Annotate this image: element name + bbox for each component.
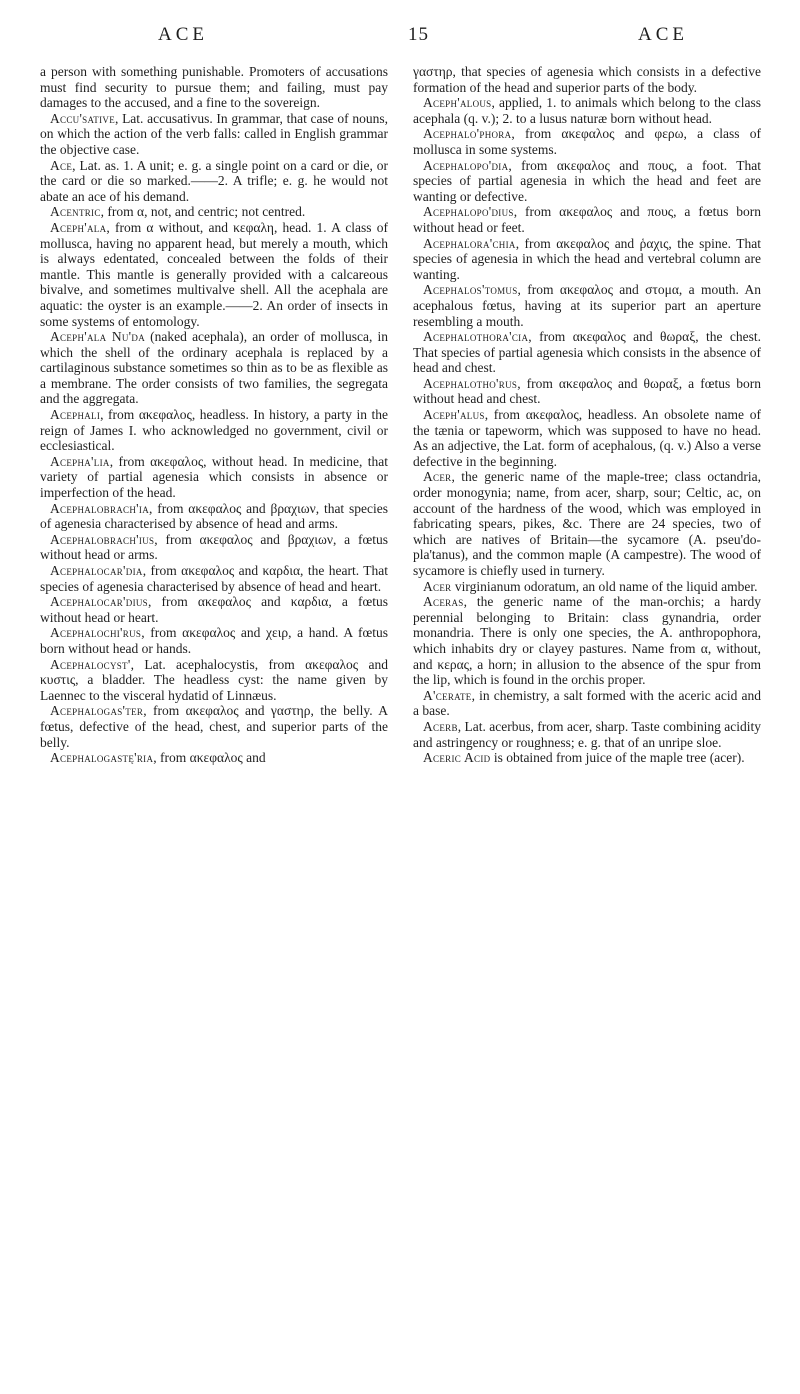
continued-text bbox=[413, 64, 761, 95]
entry-headword: Acephalobrach'ius bbox=[50, 531, 155, 547]
entry-headword: Aceph'alous bbox=[423, 95, 492, 111]
entry-headword: Aceph'ala Nu'da bbox=[50, 329, 146, 345]
dictionary-entry bbox=[413, 688, 761, 719]
dictionary-entry bbox=[413, 204, 761, 235]
entry-headword: Acer bbox=[423, 578, 452, 594]
entry-headword: Acephalocar'dius bbox=[50, 594, 148, 610]
page-number: 15 bbox=[408, 24, 429, 45]
dictionary-entry bbox=[413, 236, 761, 283]
entry-text: , Lat. acephalocystis, from ακεφαλος and κυστις, a bladder. The headless cyst: the name given by Laennec to the visceral hydatid of Linnæus. bbox=[40, 656, 388, 703]
entry-text: (naked acephala), an order of mollusca, in which the shell of the ordinary acephala is replaced by a cartilaginous substance sometimes so thin as to be as flexible as a membrane. The order consists of two families, the segregata and the aggregata. bbox=[40, 329, 388, 407]
entry-headword: Acepha'lia bbox=[50, 453, 110, 469]
running-header bbox=[40, 24, 760, 52]
entry-text: , from α, not, and centric; not centred. bbox=[100, 204, 306, 220]
dictionary-entry bbox=[413, 282, 761, 329]
entry-text: , from ακεφαλος and bbox=[153, 750, 266, 766]
entry-headword: Acephalobrach'ia bbox=[50, 500, 149, 516]
entry-text: , from ακεφαλος and χειρ, a hand. A fœtus born without head or hands. bbox=[40, 625, 388, 656]
dictionary-entry bbox=[413, 719, 761, 750]
entry-text: , the generic name of the maple-tree; class octandria, order monogynia; name, from acer, sharp, sour; Celtic, ac, on account of the hardness of the wood, which was employed in fabricating spears, pikes, &c. There are 24 species, two of which are natives of Britain—the sycamore (A. pseu'do-pla'tanus), and the common maple (A campestre). The wood of sycamore is chiefly used in turnery. bbox=[413, 469, 761, 578]
entry-text: , Lat. acerbus, from acer, sharp. Taste combining acidity and astringency or roughness; e. g. that of an unripe sloe. bbox=[413, 718, 761, 750]
entry-text: , applied, 1. to animals which belong to the class acephala (q. v.); 2. to a lusus naturæ born without head. bbox=[413, 95, 761, 126]
dictionary-entry bbox=[40, 454, 388, 501]
entry-headword: Aceric Acid bbox=[423, 750, 491, 766]
entry-text: , from ακεφαλος, without head. In medicine, that variety of partial agenesia which consists in absence or imperfection of the head. bbox=[40, 453, 388, 501]
entry-headword: Acephalochi'rus bbox=[50, 625, 142, 641]
entry-text: , from ακεφαλος, headless. In history, a party in the reign of James I. who acknowledged no government, civil or ecclesiastical. bbox=[40, 407, 388, 454]
dictionary-entry bbox=[413, 579, 761, 595]
continued-text bbox=[40, 64, 388, 111]
header-left-word: ACE bbox=[158, 24, 208, 45]
dictionary-entry bbox=[40, 329, 388, 407]
entry-text: , the generic name of the man-orchis; a hardy perennial belonging to Britain: class gynandria, order monandria. There is only one species, the A. anthropophora, which inhabits dry or clayey pastures. Name from α, without, and κερας, a horn; in allusion to the absence of the spur from the lip, which is found in the orchis proper. bbox=[413, 594, 761, 688]
entry-text: , from ακεφαλος and γαστηρ, the belly. A fœtus, defective of the head, chest, and superior parts of the belly. bbox=[40, 703, 388, 750]
dictionary-entry bbox=[413, 376, 761, 407]
entry-text: , Lat. accusativus. In grammar, that case of nouns, on which the action of the verb falls: called in English grammar the objective case. bbox=[40, 110, 388, 157]
entry-text: , from ακεφαλος and καρδια, a fœtus without head or heart. bbox=[40, 594, 388, 625]
right-column bbox=[413, 64, 761, 766]
entry-text: , from ακεφαλος and θωραξ, the chest. That species of partial agenesia which consists in the absence of head and chest. bbox=[413, 329, 761, 376]
dictionary-entry bbox=[40, 204, 388, 220]
entry-headword: Acephalotho'rus bbox=[423, 375, 518, 391]
dictionary-entry bbox=[413, 329, 761, 376]
entry-headword: A'cerate bbox=[423, 687, 472, 703]
dictionary-entry bbox=[40, 657, 388, 704]
entry-text: , Lat. as. 1. A unit; e. g. a single point on a card or die, or the card or die so marked.——2. A trifle; e. g. he would not abate an ace of his demand. bbox=[40, 157, 388, 204]
dictionary-entry bbox=[413, 95, 761, 126]
dictionary-entry bbox=[40, 407, 388, 454]
entry-headword: Acephalogas'ter bbox=[50, 703, 144, 719]
dictionary-entry bbox=[40, 532, 388, 563]
entry-text: , from α without, and κεφαλη, head. 1. A class of mollusca, having no apparent head, but merely a mouth, which is always edentated, concealed between the folds of their mantle. This mantle is generally provided with a calcareous bivalve, and sometimes multivalve shell. All the acephala are aquatic: the oyster is an example.——2. An order of insects in some systems of entomology. bbox=[40, 219, 388, 329]
entry-text: , from ακεφαλος and πους, a foot. That species of partial agenesia in which the head and feet are wanting or defective. bbox=[413, 157, 761, 204]
entry-text: , from ακεφαλος and βραχιων, a fœtus without head or arms. bbox=[40, 531, 388, 563]
entry-text: , from ακεφαλος, headless. An obsolete name of the tænia or tapeworm, which was supposed to have no head. As an adjective, the Lat. form of acephalous, (q. v.) Also a verse defective in the beginning. bbox=[413, 407, 761, 469]
entry-text: , from ακεφαλος and πους, a fœtus born without head or feet. bbox=[413, 204, 761, 235]
left-column bbox=[40, 64, 388, 766]
entry-text: , from ακεφαλος and στομα, a mouth. An acephalous fœtus, having at its superior part an aperture resembling a mouth. bbox=[413, 282, 761, 329]
entry-text: γαστηρ, that species of agenesia which consists in a defective formation of the head and superior parts of the body. bbox=[413, 64, 761, 95]
entry-headword: Acephalogastę'ria bbox=[50, 750, 154, 766]
entry-headword: Aceph'alus bbox=[423, 407, 485, 423]
entry-text: , from ακεφαλος and ῥαχις, the spine. That species of agenesia in which the head and vertebral column are wanting. bbox=[413, 235, 761, 282]
entry-text: a person with something punishable. Promoters of accusations must find security to pursue them; and failing, must pay damages to the accused, and a fine to the sovereign. bbox=[40, 64, 388, 111]
entry-headword: Acephalora'chia bbox=[423, 235, 516, 251]
entry-headword: Acephalo'phora bbox=[423, 126, 512, 142]
dictionary-entry bbox=[40, 703, 388, 750]
dictionary-entry bbox=[40, 111, 388, 158]
dictionary-entry bbox=[40, 158, 388, 205]
entry-headword: Acephali bbox=[50, 407, 101, 423]
entry-headword: Acerb bbox=[423, 718, 458, 734]
entry-text: virginianum odoratum, an old name of the liquid amber. bbox=[451, 578, 758, 594]
entry-headword: Acephalocar'dia bbox=[50, 563, 143, 578]
entry-headword: Acephalopo'dius bbox=[423, 204, 514, 220]
entry-headword: Aceph'ala bbox=[50, 219, 107, 235]
dictionary-entry bbox=[40, 501, 388, 532]
entry-headword: Acentric bbox=[50, 204, 101, 220]
dictionary-entry bbox=[40, 625, 388, 656]
dictionary-entry bbox=[413, 469, 761, 578]
dictionary-entry bbox=[413, 126, 761, 157]
dictionary-entry bbox=[413, 407, 761, 469]
entry-text: , from ακεφαλος and καρδια, the heart. That species of agenesia characterised by absence of head and heart. bbox=[40, 563, 388, 594]
entry-text: , from ακεφαλος and βραχιων, that species of agenesia characterised by absence of head and arms. bbox=[40, 500, 388, 532]
entry-headword: Accu'sative bbox=[50, 110, 115, 126]
entry-headword: Ace bbox=[50, 157, 73, 173]
entry-headword: Acephalos'tomus bbox=[423, 282, 518, 298]
entry-text: , from ακεφαλος and θωραξ, a fœtus born without head and chest. bbox=[413, 375, 761, 407]
dictionary-entry bbox=[40, 563, 388, 594]
dictionary-entry bbox=[413, 594, 761, 688]
header-right-word: ACE bbox=[638, 24, 688, 45]
entry-headword: Aceras bbox=[423, 594, 464, 610]
entry-headword: Acer bbox=[423, 469, 452, 485]
entry-text: , from ακεφαλος and φερω, a class of mollusca in some systems. bbox=[413, 126, 761, 157]
entry-headword: Acephalopo'dia bbox=[423, 157, 509, 173]
dictionary-entry bbox=[40, 750, 388, 766]
dictionary-entry bbox=[413, 750, 761, 766]
dictionary-entry bbox=[40, 594, 388, 625]
dictionary-entry bbox=[40, 220, 388, 329]
entry-text: is obtained from juice of the maple tree (acer). bbox=[490, 750, 745, 766]
entry-headword: Acephalocyst' bbox=[50, 656, 131, 672]
entry-headword: Acephalothora'cia bbox=[423, 329, 529, 345]
entry-text: , in chemistry, a salt formed with the aceric acid and a base. bbox=[413, 687, 761, 719]
dictionary-entry bbox=[413, 158, 761, 205]
